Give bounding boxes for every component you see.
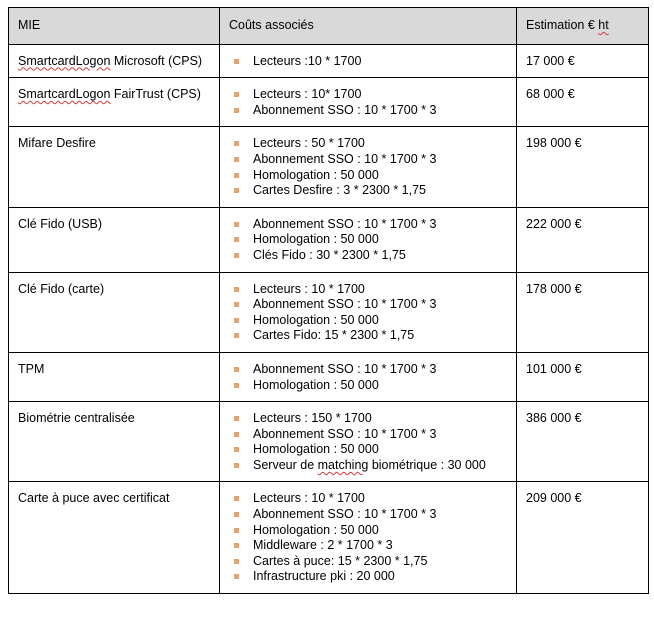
cost-item: Abonnement SSO : 10 * 1700 * 3: [229, 217, 507, 233]
cost-list: [229, 491, 507, 585]
mie-cell: Clé Fido (carte): [9, 272, 220, 352]
cost-list: [229, 282, 507, 344]
cost-item: Homologation : 50 000: [229, 168, 507, 184]
cost-item: Lecteurs : 150 * 1700: [229, 411, 507, 427]
cost-list: [229, 87, 507, 118]
cost-item-misspelled: matching: [317, 457, 369, 472]
cost-item: Cartes Fido: 15 * 2300 * 1,75: [229, 328, 507, 344]
mie-cell: [9, 78, 220, 127]
cost-item: Homologation : 50 000: [229, 378, 507, 394]
cost-item: Homologation : 50 000: [229, 523, 507, 539]
costs-cell: [220, 78, 517, 127]
cost-item: Abonnement SSO : 10 * 1700 * 3: [229, 152, 507, 168]
cost-item: Homologation : 50 000: [229, 313, 507, 329]
costs-cell: [220, 272, 517, 352]
mie-name-misspelled: SmartcardLogon: [18, 53, 111, 68]
cost-item: Lecteurs : 50 * 1700: [229, 136, 507, 152]
estimate-cell: 222 000 €: [517, 207, 649, 272]
cost-item: Middleware : 2 * 1700 * 3: [229, 538, 507, 554]
table-row: [9, 402, 649, 482]
mie-name-rest: Microsoft (CPS): [110, 53, 203, 68]
table-row: [9, 482, 649, 594]
cost-item: Lecteurs :10 * 1700: [229, 54, 507, 70]
header-estimate: [517, 8, 649, 45]
mie-cell: Clé Fido (USB): [9, 207, 220, 272]
cost-list: [229, 54, 507, 70]
table-row: [9, 207, 649, 272]
mie-cell: TPM: [9, 352, 220, 401]
cost-item-suffix: biométrique : 30 000: [368, 457, 486, 472]
estimate-cell: 101 000 €: [517, 352, 649, 401]
costs-cell: [220, 352, 517, 401]
estimate-cell: 198 000 €: [517, 127, 649, 207]
header-estimate-unit: ht: [598, 18, 609, 32]
costs-cell: [220, 207, 517, 272]
cost-item: Homologation : 50 000: [229, 232, 507, 248]
estimate-cell: 178 000 €: [517, 272, 649, 352]
table-row: [9, 44, 649, 78]
table-row: [9, 352, 649, 401]
cost-item: Abonnement SSO : 10 * 1700 * 3: [229, 362, 507, 378]
cost-item: Lecteurs : 10 * 1700: [229, 491, 507, 507]
mie-cell: Mifare Desfire: [9, 127, 220, 207]
cost-item: Homologation : 50 000: [229, 442, 507, 458]
cost-item: Abonnement SSO : 10 * 1700 * 3: [229, 103, 507, 119]
estimate-cell: 209 000 €: [517, 482, 649, 594]
cost-item: Clés Fido : 30 * 2300 * 1,75: [229, 248, 507, 264]
cost-list: [229, 136, 507, 198]
cost-item: Cartes à puce: 15 * 2300 * 1,75: [229, 554, 507, 570]
header-row: [9, 8, 649, 45]
mie-cell: Carte à puce avec certificat: [9, 482, 220, 594]
costs-cell: [220, 482, 517, 594]
cost-item: [229, 458, 507, 474]
cost-table: [8, 7, 649, 594]
cost-item: Cartes Desfire : 3 * 2300 * 1,75: [229, 183, 507, 199]
costs-cell: [220, 402, 517, 482]
cost-list: [229, 411, 507, 473]
header-mie: MIE: [9, 8, 220, 45]
cost-item: Abonnement SSO : 10 * 1700 * 3: [229, 507, 507, 523]
cost-item: Abonnement SSO : 10 * 1700 * 3: [229, 297, 507, 313]
cost-list: [229, 362, 507, 393]
mie-name-misspelled: SmartcardLogon: [18, 87, 111, 102]
header-costs: Coûts associés: [220, 8, 517, 45]
header-estimate-prefix: Estimation €: [526, 18, 599, 32]
cost-item: Infrastructure pki : 20 000: [229, 569, 507, 585]
costs-cell: [220, 127, 517, 207]
mie-cell: Biométrie centralisée: [9, 402, 220, 482]
mie-name-rest: FairTrust (CPS): [110, 87, 201, 102]
estimate-cell: 386 000 €: [517, 402, 649, 482]
table-row: [9, 78, 649, 127]
cost-item: Lecteurs : 10* 1700: [229, 87, 507, 103]
cost-list: [229, 217, 507, 264]
estimate-cell: 68 000 €: [517, 78, 649, 127]
cost-item: Lecteurs : 10 * 1700: [229, 282, 507, 298]
table-row: [9, 272, 649, 352]
table-row: [9, 127, 649, 207]
cost-item-prefix: Serveur de: [253, 457, 318, 472]
costs-cell: [220, 44, 517, 78]
estimate-cell: 17 000 €: [517, 44, 649, 78]
cost-item: Abonnement SSO : 10 * 1700 * 3: [229, 427, 507, 443]
mie-cell: [9, 44, 220, 78]
